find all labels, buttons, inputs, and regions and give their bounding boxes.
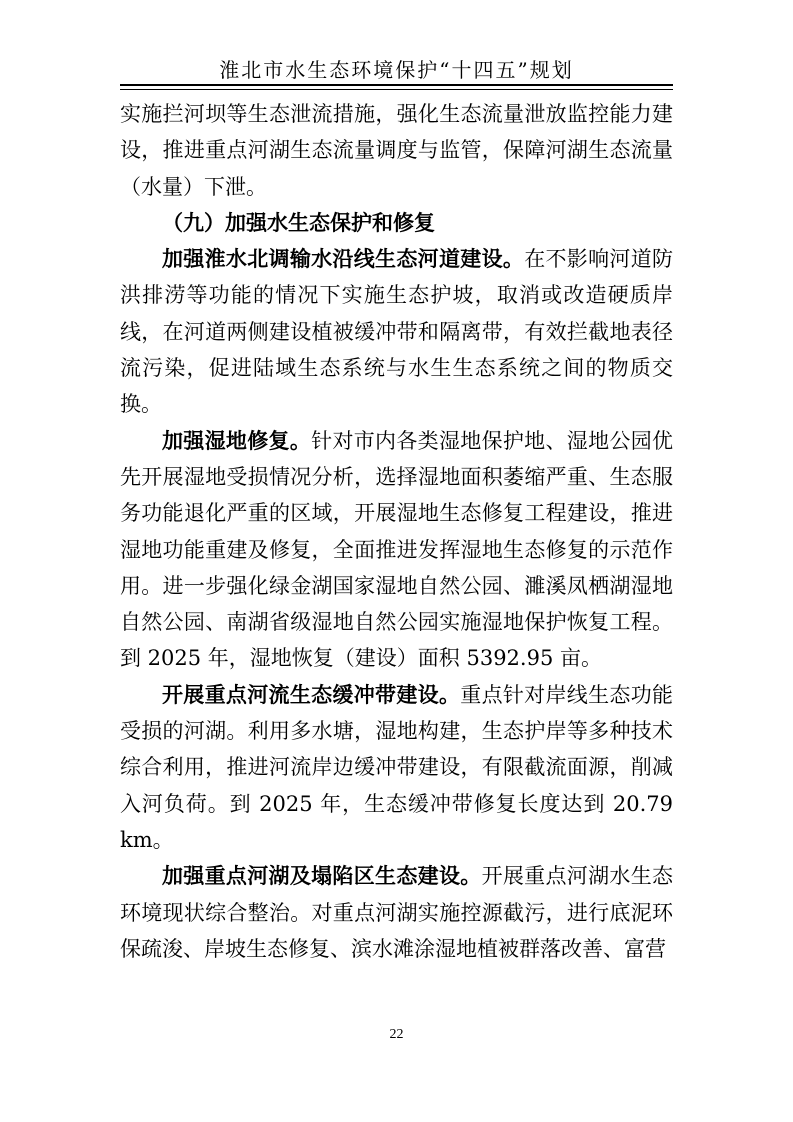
paragraph-lead: 开展重点河流生态缓冲带建设。 [162,681,461,707]
paragraph-body: 开展重点河湖水生态环境现状综合整治。对重点河湖实施控源截污，进行底泥环保疏浚、岸坡生态修复、滨水滩涂湿地植被群落改善、富营 [120,864,674,961]
body-text [120,96,673,967]
page-number: 22 [389,1027,404,1042]
header-rule-thin [120,89,673,90]
header-rule-thick [120,84,673,86]
running-header: 淮北市水生态环境保护“十四五”规划 [219,58,574,82]
paragraph-body: 重点针对岸线生态功能受损的河湖。利用多水塘，湿地构建，生态护岸等多种技术综合利用，推进河流岸边缓冲带建设，有限截流面源，削减入河负荷。到 2025 年，生态缓冲带修复长度达到 20.79 km。 [120,682,674,852]
paragraph-wetland [120,423,673,677]
paragraph-lead: 加强重点河湖及塌陷区生态建设。 [162,863,482,889]
paragraph-subsidence-area [120,858,673,967]
section-heading: （九）加强水生态保护和修复 [162,209,435,235]
paragraph-body: 在不影响河道防洪排涝等功能的情况下实施生态护坡，取消或改造硬质岸线，在河道两侧建设植被缓冲带和隔离带，有效拦截地表径流污染，促进陆域生态系统与水生生态系统之间的物质交换。 [120,247,674,417]
paragraph-buffer-zone [120,677,673,858]
paragraph-continuation: 实施拦河坝等生态泄流措施，强化生态流量泄放监控能力建设，推进重点河湖生态流量调度与监管，保障河湖生态流量（水量）下泄。 [120,102,673,199]
paragraph-lead: 加强湿地修复。 [162,427,312,453]
paragraph-body: 针对市内各类湿地保护地、湿地公园优先开展湿地受损情况分析，选择湿地面积萎缩严重、生态服务功能退化严重的区域，开展湿地生态修复工程建设，推进湿地功能重建及修复，全面推进发挥湿地生态修复的示范作用。进一步强化绿金湖国家湿地自然公园、濉溪凤栖湖湿地自然公园、南湖省级湿地自然公园实施湿地保护恢复工程。到 2025 年，湿地恢复（建设）面积 5392.95 亩。 [120,428,674,671]
paragraph-river-channel [120,241,673,422]
paragraph-lead: 加强淮水北调输水沿线生态河道建设。 [162,246,525,272]
